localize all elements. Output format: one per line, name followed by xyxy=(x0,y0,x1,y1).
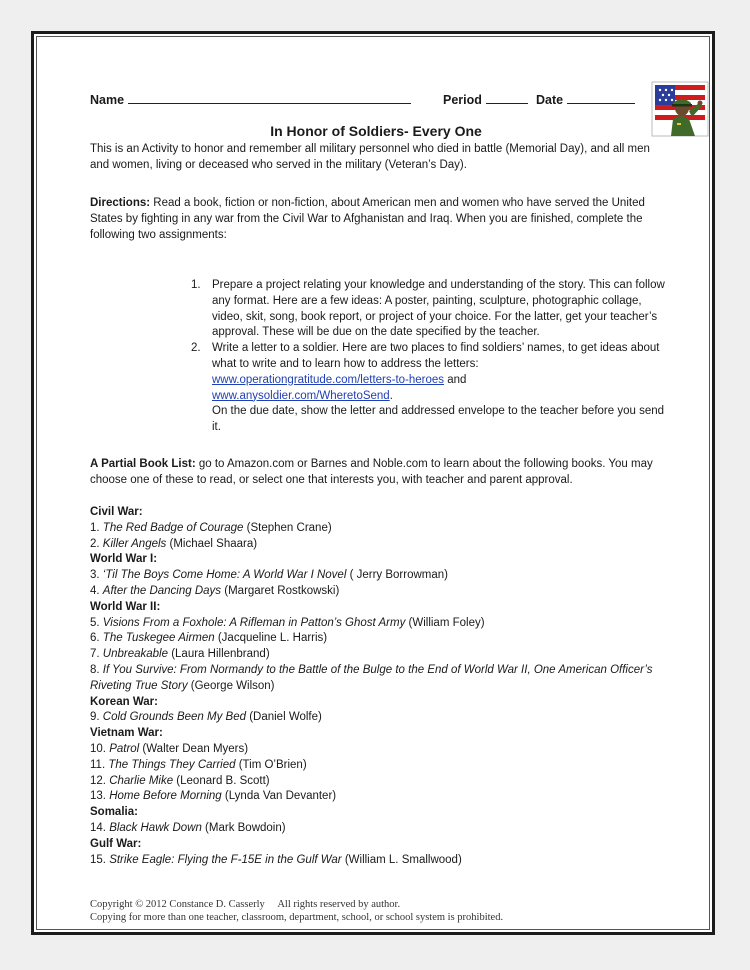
period-field[interactable] xyxy=(443,91,528,107)
book-title: The Red Badge of Courage xyxy=(102,521,244,534)
name-line xyxy=(128,91,411,104)
name-label: Name xyxy=(90,93,125,107)
book-title: The Things They Carried xyxy=(108,758,236,771)
list-item xyxy=(90,568,670,584)
book-number: 5. xyxy=(90,616,103,629)
category-heading-korean-war: Korean War: xyxy=(90,695,158,708)
directions-paragraph xyxy=(90,196,670,243)
directions-label: Directions: xyxy=(90,197,151,209)
partial-book-list-text: go to Amazon.com or Barnes and Noble.com to learn about the following books. You may choose one of these to read, or select one that interests you, with teacher and parent approval. xyxy=(90,458,653,486)
book-number: 12. xyxy=(90,774,110,787)
list-item xyxy=(90,537,670,553)
and-text: and xyxy=(444,373,467,386)
book-title: Black Hawk Down xyxy=(109,821,202,834)
list-item xyxy=(90,758,670,774)
book-title: Home Before Morning xyxy=(109,790,222,803)
book-author: (Mark Bowdoin) xyxy=(201,821,286,834)
assignment-text: Write a letter to a soldier. Here are two places to find soldiers’ names, to get ideas about what to write and to learn how to address the letters: xyxy=(212,342,660,370)
name-field[interactable] xyxy=(90,91,411,107)
book-author: (William L. Smallwood) xyxy=(341,853,462,866)
book-number: 6. xyxy=(90,632,103,645)
book-number: 14. xyxy=(90,821,110,834)
assignment-number: 1. xyxy=(191,279,201,291)
partial-book-list-intro xyxy=(90,457,670,489)
list-item xyxy=(90,584,670,600)
book-title: After the Dancing Days xyxy=(102,584,222,597)
book-number: 15. xyxy=(90,853,110,866)
book-title: Strike Eagle: Flying the F-15E in the Gulf War xyxy=(109,853,342,866)
book-author: (Laura Hillenbrand) xyxy=(168,648,270,661)
period-text: . xyxy=(389,389,393,402)
list-item xyxy=(90,521,670,537)
book-title: The Tuskegee Airmen xyxy=(102,632,215,645)
book-number: 7. xyxy=(90,648,103,661)
book-author: (William Foley) xyxy=(405,616,485,629)
book-author: (Lynda Van Devanter) xyxy=(221,790,337,803)
book-number: 9. xyxy=(90,711,103,724)
assignment-item-2 xyxy=(90,341,670,436)
book-author: (Leonard B. Scott) xyxy=(173,774,270,787)
category-heading-world-war-i: World War I: xyxy=(90,553,158,566)
book-number: 3. xyxy=(90,569,103,582)
book-title: Cold Grounds Been My Bed xyxy=(102,711,246,724)
book-number: 4. xyxy=(90,584,103,597)
book-author: (Michael Shaara) xyxy=(166,537,258,550)
book-author: (Daniel Wolfe) xyxy=(246,711,322,724)
book-author: (George Wilson) xyxy=(187,679,275,692)
book-title: Killer Angels xyxy=(102,537,167,550)
book-number: 8. xyxy=(90,663,103,676)
anysoldier-link[interactable]: www.anysoldier.com/WheretoSend xyxy=(212,389,390,402)
partial-book-list-label: A Partial Book List: xyxy=(90,458,196,470)
book-author: (Tim O’Brien) xyxy=(235,758,307,771)
copyright-line-1: Copyright © 2012 Constance D. Casserly All rights reserved by author. xyxy=(90,899,401,910)
book-number: 13. xyxy=(90,790,110,803)
book-number: 10. xyxy=(90,742,110,755)
date-field[interactable] xyxy=(536,91,635,107)
operation-gratitude-link[interactable]: www.operationgratitude.com/letters-to-heroes xyxy=(212,373,445,386)
period-line xyxy=(486,91,528,104)
category-heading-gulf-war: Gulf War: xyxy=(90,837,142,850)
directions-text: Read a book, fiction or non-fiction, about American men and women who have served the United States by fighting in any war from the Civil War to Afghanistan and Iraq. When you are finished, complete the following two assignments: xyxy=(90,197,645,241)
book-author: (Margaret Rostkowski) xyxy=(221,584,340,597)
list-item xyxy=(90,774,670,790)
list-item xyxy=(90,616,670,632)
due-date-text: On the due date, show the letter and addressed envelope to the teacher before you send it. xyxy=(212,405,665,434)
book-title: Charlie Mike xyxy=(109,774,174,787)
assignment-text: Prepare a project relating your knowledge and understanding of the story. This can follow any format. Here are a few ideas: A poster, painting, sculpture, photographic collage, video, skit, song, book report, or project of your choice. For the latter, get your teacher’s approval. These will be due on the date specified by the teacher. xyxy=(212,279,665,339)
book-title: Visions From a Foxhole: A Rifleman in Patton’s Ghost Army xyxy=(102,616,406,629)
list-item xyxy=(90,742,670,758)
book-number: 11. xyxy=(90,758,109,771)
list-item xyxy=(90,663,670,695)
book-title: If You Survive: From Normandy to the Battle of the Bulge to the End of World War II, One American Officer’s Riveting True Story xyxy=(90,663,653,692)
list-item xyxy=(90,631,670,647)
period-label: Period xyxy=(443,93,482,107)
assignment-item-1 xyxy=(90,278,670,341)
book-title: Patrol xyxy=(109,742,140,755)
list-item xyxy=(90,789,670,805)
book-author: (Jacqueline L. Harris) xyxy=(214,632,328,645)
category-heading-somalia: Somalia: xyxy=(90,806,138,819)
book-author: (Stephen Crane) xyxy=(243,521,332,534)
date-label: Date xyxy=(536,93,564,107)
worksheet-page xyxy=(31,31,715,935)
assignment-number: 2. xyxy=(191,342,201,355)
book-number: 1. xyxy=(90,521,103,534)
category-heading-civil-war: Civil War: xyxy=(90,506,143,518)
book-author: ( Jerry Borrowman) xyxy=(346,569,448,582)
book-title: ‘Til The Boys Come Home: A World War I Novel xyxy=(102,569,347,582)
copyright-notice xyxy=(90,898,670,924)
book-number: 2. xyxy=(90,537,103,550)
date-line xyxy=(567,91,635,104)
category-heading-vietnam-war: Vietnam War: xyxy=(90,727,163,740)
book-title: Unbreakable xyxy=(102,648,169,661)
intro-paragraph: This is an Activity to honor and remember all military personnel who died in battle (Memorial Day), and all men and women, living or deceased who served in the military (Veteran’s Day). xyxy=(90,143,650,171)
copyright-line-2: Copying for more than one teacher, classroom, department, school, or school system is prohibited. xyxy=(90,912,504,923)
list-item xyxy=(90,821,670,837)
list-item xyxy=(90,647,670,663)
list-item xyxy=(90,853,670,869)
assignment-list xyxy=(90,278,670,436)
book-list xyxy=(90,505,670,868)
page-title: In Honor of Soldiers- Every One xyxy=(270,123,482,139)
category-heading-world-war-ii: World War II: xyxy=(90,600,161,613)
book-author: (Walter Dean Myers) xyxy=(139,742,249,755)
list-item xyxy=(90,710,670,726)
